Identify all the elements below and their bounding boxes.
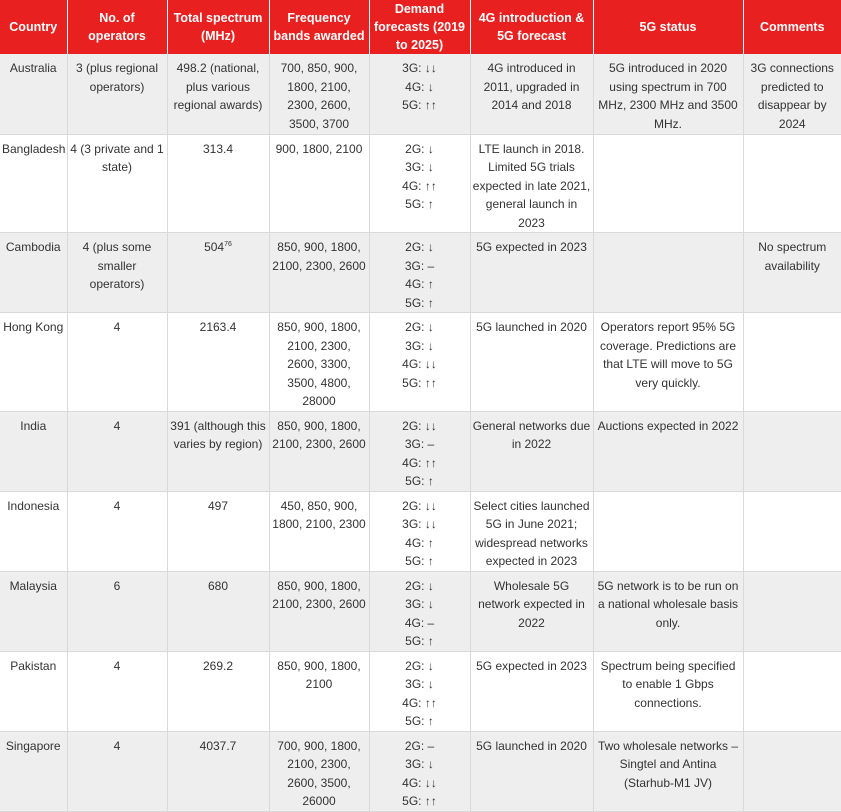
- cell-spectrum: [167, 411, 269, 491]
- cell-spectrum: [167, 54, 269, 134]
- demand-line: 3G: ↓: [405, 757, 434, 771]
- table-body: [0, 54, 841, 811]
- cell-bands: [269, 651, 369, 731]
- demand-line: 4G: ↓↓: [402, 775, 437, 790]
- cell-bands-text: 850, 900, 1800, 2100: [277, 658, 361, 691]
- cell-comments: [743, 134, 841, 233]
- cell-5g-status-text: Two wholesale networks – Singtel and Antina (Starhub-M1 JV): [597, 738, 739, 790]
- cell-country-text: Indonesia: [7, 498, 60, 513]
- cell-operators-text: 6: [113, 578, 121, 593]
- header-5g-status: 5G status: [593, 0, 743, 54]
- cell-4g-intro: [470, 54, 593, 134]
- cell-operators: [67, 313, 167, 412]
- header-country: Country: [0, 0, 67, 54]
- cell-demand: [369, 571, 470, 651]
- cell-operators-text: 3 (plus regional operators): [75, 61, 159, 94]
- cell-demand: [369, 651, 470, 731]
- cell-operators-text: 4: [113, 498, 121, 513]
- cell-bands: [269, 571, 369, 651]
- cell-5g-status-text: 5G introduced in 2020 using spectrum in 700 MHz, 2300 MHz and 3500 MHz.: [598, 61, 738, 131]
- demand-line: 2G: ↓: [405, 320, 434, 334]
- cell-demand: [369, 491, 470, 571]
- cell-comments: [743, 491, 841, 571]
- table-row: [0, 731, 841, 811]
- cell-country: [0, 731, 67, 811]
- cell-4g-intro-text: 5G launched in 2020: [476, 738, 587, 753]
- cell-5g-status-text: Auctions expected in 2022: [597, 418, 739, 433]
- cell-comments-text: 3G connections predicted to disappear by 2024: [750, 61, 834, 131]
- cell-4g-intro-text: 4G introduced in 2011, upgraded in 2014 and 2018: [483, 61, 580, 112]
- cell-comments: [743, 651, 841, 731]
- cell-bands: [269, 134, 369, 233]
- cell-5g-status-text: Spectrum being specified to enable 1 Gbps connections.: [600, 658, 736, 710]
- cell-operators-text: 4: [113, 738, 121, 753]
- cell-country: [0, 313, 67, 412]
- cell-operators-text: 4: [113, 320, 121, 334]
- cell-bands-text: 700, 900, 1800, 2100, 2300, 2600, 3500, 26000: [277, 738, 361, 808]
- demand-line: 2G: ↓: [405, 240, 434, 254]
- cell-5g-status: [593, 233, 743, 313]
- cell-5g-status-text: Operators report 95% 5G coverage. Predictions are that LTE will move to 5G very quickly.: [599, 320, 737, 390]
- cell-country-text: Cambodia: [5, 240, 61, 254]
- cell-demand: [369, 411, 470, 491]
- cell-4g-intro: [470, 233, 593, 313]
- cell-country: [0, 571, 67, 651]
- demand-line: 3G: ↓↓: [402, 61, 437, 75]
- cell-demand: [369, 233, 470, 313]
- demand-line: 3G: –: [404, 258, 435, 273]
- cell-bands-text: 850, 900, 1800, 2100, 2300, 2600: [272, 418, 366, 451]
- table-row: [0, 651, 841, 731]
- demand-line: 5G: ↑: [405, 295, 434, 310]
- header-spectrum: Total spectrum (MHz): [167, 0, 269, 54]
- cell-operators: [67, 54, 167, 134]
- cell-4g-intro: [470, 571, 593, 651]
- cell-spectrum: [167, 134, 269, 233]
- cell-spectrum-text: 4037.7: [199, 738, 237, 753]
- cell-operators: [67, 731, 167, 811]
- cell-operators: [67, 571, 167, 651]
- demand-line: 4G: ↓: [405, 79, 434, 94]
- cell-operators: [67, 411, 167, 491]
- cell-4g-intro: [470, 411, 593, 491]
- cell-spectrum-text: 391 (although this varies by region): [170, 418, 266, 451]
- cell-bands-text: 900, 1800, 2100: [275, 141, 363, 156]
- cell-bands: [269, 731, 369, 811]
- table-row: [0, 411, 841, 491]
- cell-4g-intro: [470, 731, 593, 811]
- demand-line: 3G: –: [404, 437, 435, 451]
- cell-5g-status-text: 5G network is to be run on a national wholesale basis only.: [597, 578, 739, 630]
- cell-operators: [67, 134, 167, 233]
- cell-bands: [269, 313, 369, 412]
- cell-spectrum: [167, 731, 269, 811]
- demand-line: 2G: ↓: [405, 658, 434, 673]
- cell-spectrum-text: 2163.4: [199, 320, 237, 334]
- cell-spectrum: [167, 491, 269, 571]
- cell-comments: [743, 313, 841, 412]
- table-row: [0, 571, 841, 651]
- cell-4g-intro-text: LTE launch in 2018. Limited 5G trials expected in late 2021, general launch in 2023: [472, 141, 591, 230]
- cell-operators: [67, 233, 167, 313]
- demand-line: 5G: ↑: [405, 714, 434, 728]
- cell-comments: [743, 54, 841, 134]
- cell-bands: [269, 491, 369, 571]
- cell-spectrum-text: 498.2 (national, plus various regional awards): [173, 61, 263, 112]
- demand-line: 3G: ↓↓: [402, 517, 437, 531]
- demand-line: 3G: ↓: [405, 677, 434, 691]
- cell-bands-text: 700, 850, 900, 1800, 2100, 2300, 2600, 3500, 3700: [280, 61, 358, 131]
- cell-4g-intro: [470, 491, 593, 571]
- cell-5g-status: [593, 731, 743, 811]
- cell-demand: [369, 313, 470, 412]
- cell-comments: [743, 233, 841, 313]
- table-row: [0, 491, 841, 571]
- cell-bands: [269, 54, 369, 134]
- cell-operators-text: 4 (3 private and 1 state): [70, 141, 164, 174]
- table-row: [0, 54, 841, 134]
- cell-spectrum: [167, 233, 269, 313]
- cell-comments: [743, 571, 841, 651]
- cell-country-text: Singapore: [5, 738, 61, 753]
- demand-line: 2G: ↓: [405, 141, 434, 156]
- cell-comments-text: No spectrum availability: [758, 240, 827, 273]
- cell-demand: [369, 54, 470, 134]
- table-row: [0, 313, 841, 412]
- demand-line: 5G: ↑↑: [402, 794, 437, 808]
- cell-4g-intro: [470, 313, 593, 412]
- cell-operators-text: 4 (plus some smaller operators): [82, 240, 152, 291]
- demand-line: 5G: ↑: [405, 554, 434, 568]
- header-bands: Frequency bands awarded: [269, 0, 369, 54]
- demand-line: 4G: ↑: [405, 277, 434, 291]
- cell-country: [0, 134, 67, 233]
- header-4g-intro: 4G introduction & 5G forecast: [470, 0, 593, 54]
- demand-line: 3G: ↓: [405, 597, 434, 611]
- cell-spectrum: [167, 651, 269, 731]
- demand-line: 3G: ↓: [405, 338, 434, 353]
- footnote-marker: 76: [224, 241, 232, 248]
- cell-4g-intro: [470, 134, 593, 233]
- cell-spectrum-text: 497: [207, 498, 229, 513]
- cell-country-text: Pakistan: [10, 658, 57, 673]
- cell-bands: [269, 411, 369, 491]
- cell-operators-text: 4: [113, 658, 121, 673]
- cell-comments: [743, 731, 841, 811]
- cell-country: [0, 651, 67, 731]
- cell-country: [0, 54, 67, 134]
- demand-line: 5G: ↑: [405, 634, 434, 648]
- cell-country-text: Malaysia: [9, 578, 57, 593]
- cell-operators: [67, 491, 167, 571]
- cell-operators: [67, 651, 167, 731]
- cell-spectrum: [167, 313, 269, 412]
- demand-line: 4G: ↓↓: [402, 357, 437, 371]
- cell-4g-intro-text: General networks due in 2022: [472, 418, 591, 451]
- cell-5g-status: [593, 313, 743, 412]
- header-operators: No. of operators: [67, 0, 167, 54]
- cell-5g-status: [593, 134, 743, 233]
- header-demand: Demand forecasts (2019 to 2025): [369, 0, 470, 54]
- cell-bands-text: 850, 900, 1800, 2100, 2300, 2600: [272, 240, 366, 273]
- cell-comments: [743, 411, 841, 491]
- demand-line: 5G: ↑↑: [402, 98, 437, 112]
- cell-bands-text: 450, 850, 900, 1800, 2100, 2300: [272, 498, 366, 531]
- table-row: [0, 134, 841, 233]
- demand-line: 4G: –: [404, 615, 435, 630]
- demand-line: 4G: ↑: [405, 535, 434, 550]
- cell-country: [0, 233, 67, 313]
- cell-spectrum-text: 680: [207, 578, 229, 593]
- demand-line: 2G: ↓↓: [402, 498, 437, 513]
- cell-5g-status: [593, 54, 743, 134]
- cell-country-text: India: [20, 418, 47, 433]
- cell-4g-intro: [470, 651, 593, 731]
- table-row: [0, 233, 841, 313]
- demand-line: 2G: ↓↓: [402, 418, 437, 433]
- demand-line: 2G: –: [404, 738, 435, 753]
- cell-demand: [369, 134, 470, 233]
- demand-line: 5G: ↑↑: [402, 375, 437, 390]
- demand-line: 4G: ↑↑: [402, 695, 437, 710]
- cell-5g-status: [593, 411, 743, 491]
- cell-4g-intro-text: 5G launched in 2020: [476, 320, 587, 334]
- cell-spectrum-text: 269.2: [202, 658, 234, 673]
- cell-4g-intro-text: 5G expected in 2023: [476, 240, 587, 254]
- cell-spectrum-text: 313.4: [202, 141, 234, 156]
- demand-line: 4G: ↑↑: [402, 178, 437, 193]
- cell-4g-intro-text: Select cities launched 5G in June 2021; widespread networks expected in 2023: [473, 498, 590, 568]
- demand-line: 5G: ↑: [405, 197, 434, 211]
- cell-bands-text: 850, 900, 1800, 2100, 2300, 2600, 3300, 3500, 4800, 28000: [277, 320, 361, 408]
- cell-country: [0, 491, 67, 571]
- cell-bands: [269, 233, 369, 313]
- demand-line: 3G: ↓: [405, 160, 434, 174]
- demand-line: 2G: ↓: [405, 578, 434, 593]
- cell-spectrum-text: 504: [204, 240, 225, 254]
- cell-4g-intro-text: Wholesale 5G network expected in 2022: [478, 578, 585, 630]
- cell-spectrum: [167, 571, 269, 651]
- demand-line: 5G: ↑: [405, 474, 434, 488]
- cell-operators-text: 4: [113, 418, 121, 433]
- cell-5g-status: [593, 651, 743, 731]
- cell-country-text: Australia: [9, 61, 57, 75]
- header-row: [0, 0, 841, 54]
- cell-demand: [369, 731, 470, 811]
- cell-bands-text: 850, 900, 1800, 2100, 2300, 2600: [272, 578, 366, 611]
- header-comments: Comments: [743, 0, 841, 54]
- cell-5g-status: [593, 571, 743, 651]
- cell-4g-intro-text: 5G expected in 2023: [476, 658, 587, 673]
- cell-5g-status: [593, 491, 743, 571]
- cell-country-text: Bangladesh: [2, 141, 66, 156]
- cell-country: [0, 411, 67, 491]
- cell-country-text: Hong Kong: [3, 320, 64, 334]
- demand-line: 4G: ↑↑: [402, 455, 437, 470]
